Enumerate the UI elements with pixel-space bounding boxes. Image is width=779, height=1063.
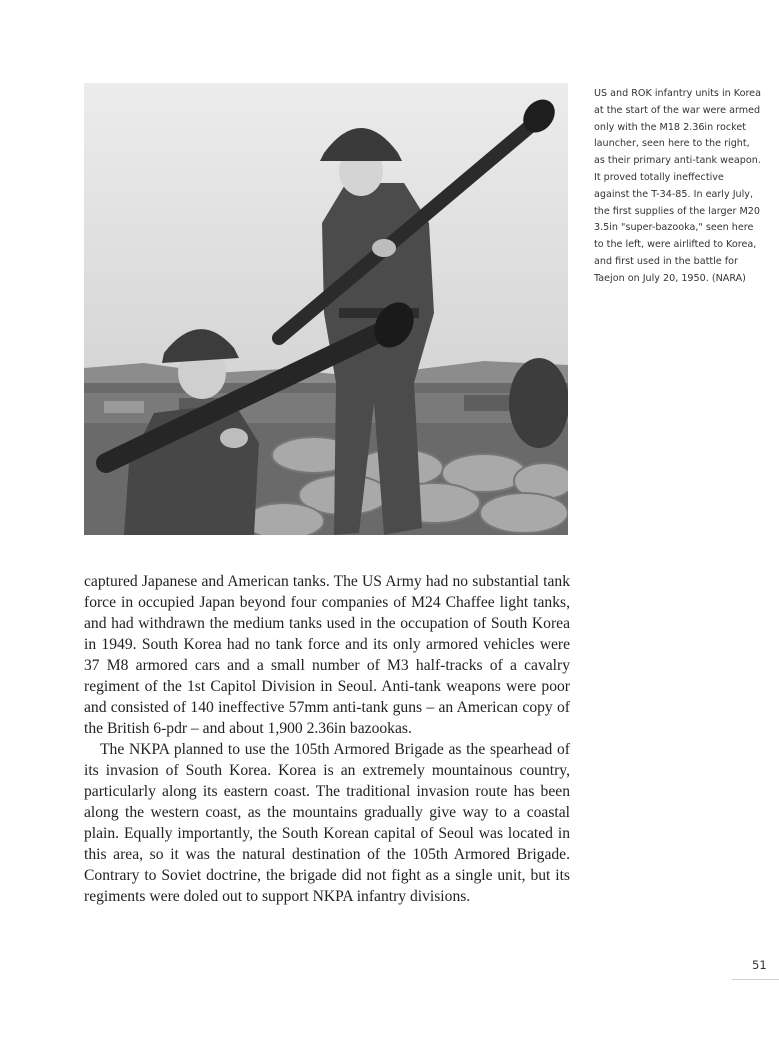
photo-caption: US and ROK infantry units in Korea at the start of the war were armed only with the M18 2.36in rocket launcher, seen here to the right, as their primary anti-tank weapon. It proved totally ineffective against the T-34-85. In early July, the first supplies of the larger M20 3.5in "super-bazooka," seen here to the left, were airlifted to Korea, and first used in the battle for Taejon on July 20, 1950. (NARA) [594,88,761,284]
page-number [732,958,779,980]
body-paragraph-1: captured Japanese and American tanks. The US Army had no substantial tank force in occupied Japan beyond four companies of M24 Chaffee light tanks, and had withdrawn the medium tanks used in the occupation of South Korea in 1949. South Korea had no tank force and its only armored vehicles were 37 M8 armored cars and a small number of M3 half-tracks of a cavalry regiment of the 1st Capitol Division in Seoul. Anti-tank weapons were poor and consisted of 140 ineffective 57mm anti-tank guns – an American copy of the British 6-pdr – and about 1,900 2.36in bazookas. [84,573,570,737]
bazooka-photo-illustration [84,83,568,535]
bazooka-photo [84,83,568,535]
body-text [84,571,570,907]
body-paragraph-2: The NKPA planned to use the 105th Armored Brigade as the spearhead of its invasion of South Korea. Korea is an extremely mountainous country, particularly along its eastern coast. The traditional invasion route has been along the western coast, as the mountains gradually give way to a coastal plain. Equally importantly, the South Korean capital of Seoul was located in this area, so it was the natural destination of the 105th Armored Brigade. Contrary to Soviet doctrine, the brigade did not fight as a single unit, but its regiments were doled out to support NKPA infantry divisions. [84,741,570,905]
page-number-text: 51 [752,958,767,972]
